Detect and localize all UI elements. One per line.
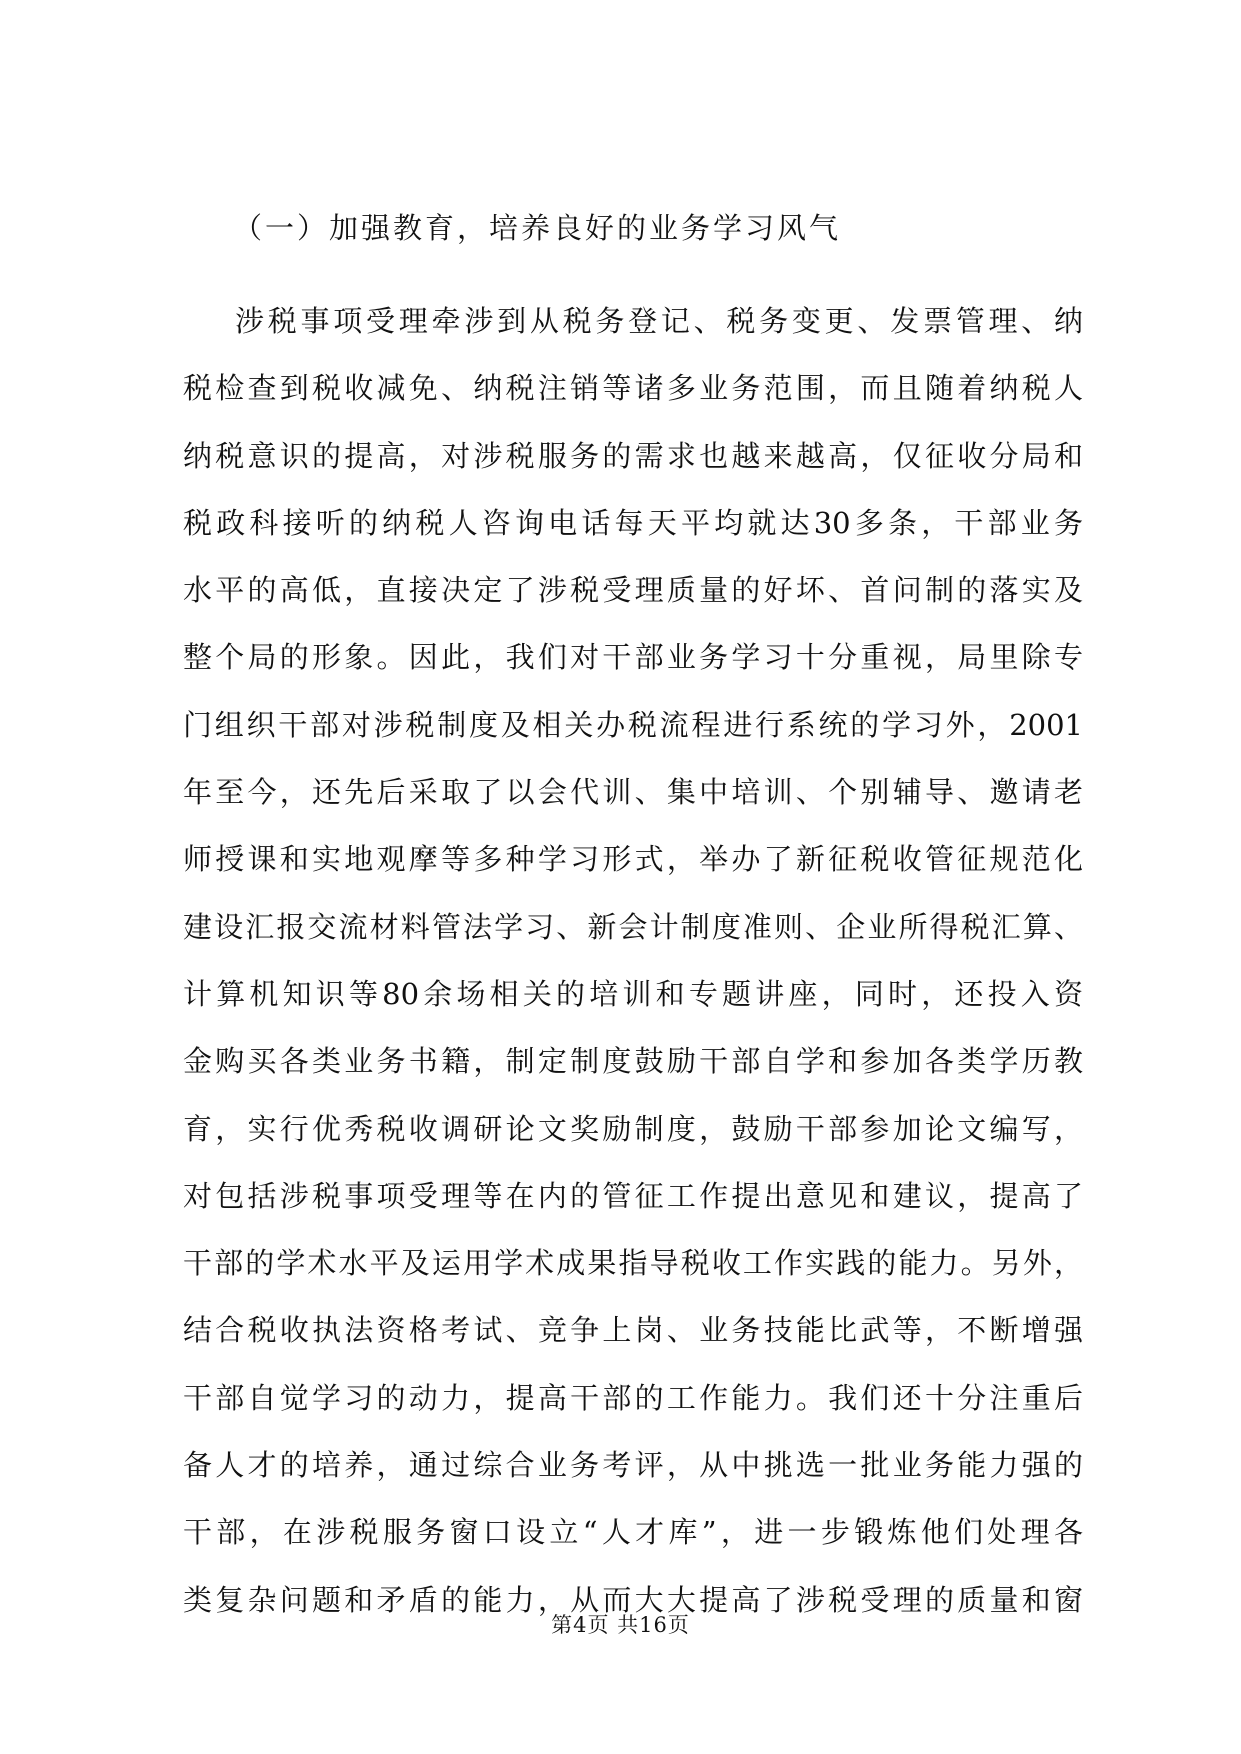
page-number-footer: 第4页 共16页 xyxy=(551,1613,690,1637)
paragraph-line: 备人才的培养，通过综合业务考评，从中挑选一批业务能力强的 xyxy=(183,1448,1083,1483)
paragraph-line: 税检查到税收减免、纳税注销等诸多业务范围，而且随着纳税人 xyxy=(183,371,1083,406)
paragraph-line: 结合税收执法资格考试、竞争上岗、业务技能比武等，不断增强 xyxy=(183,1313,1083,1348)
paragraph-line: 建设汇报交流材料管法学习、新会计制度准则、企业所得税汇算、 xyxy=(183,909,1083,944)
paragraph-line: 整个局的形象。因此，我们对干部业务学习十分重视，局里除专 xyxy=(183,640,1083,675)
section-heading: （一）加强教育，培养良好的业务学习风气 xyxy=(233,211,842,245)
paragraph-line: 类复杂问题和矛盾的能力，从而大大提高了涉税受理的质量和窗 xyxy=(183,1582,1083,1617)
paragraph-line: 门组织干部对涉税制度及相关办税流程进行系统的学习外，2001 xyxy=(183,707,1083,742)
paragraph-line: 对包括涉税事项受理等在内的管征工作提出意见和建议，提高了 xyxy=(183,1178,1083,1213)
paragraph-line: 年至今，还先后采取了以会代训、集中培训、个别辅导、邀请老 xyxy=(183,775,1083,810)
paragraph-line: 干部自觉学习的动力，提高干部的工作能力。我们还十分注重后 xyxy=(183,1380,1083,1415)
paragraph-line: 育，实行优秀税收调研论文奖励制度，鼓励干部参加论文编写， xyxy=(183,1111,1083,1146)
paragraph-line: 纳税意识的提高，对涉税服务的需求也越来越高，仅征收分局和 xyxy=(183,438,1083,473)
paragraph-line: 涉税事项受理牵涉到从税务登记、税务变更、发票管理、纳 xyxy=(235,304,1083,338)
paragraph-line: 水平的高低，直接决定了涉税受理质量的好坏、首问制的落实及 xyxy=(183,573,1083,608)
paragraph-line: 税政科接听的纳税人咨询电话每天平均就达30多条，干部业务 xyxy=(183,505,1083,540)
paragraph-line: 干部，在涉税服务窗口设立“人才库”，进一步锻炼他们处理各 xyxy=(183,1515,1083,1550)
body-paragraph xyxy=(183,288,1083,1634)
paragraph-line: 干部的学术水平及运用学术成果指导税收工作实践的能力。另外， xyxy=(183,1246,1083,1281)
paragraph-line: 计算机知识等80余场相关的培训和专题讲座，同时，还投入资 xyxy=(183,976,1083,1011)
paragraph-line: 金购买各类业务书籍，制定制度鼓励干部自学和参加各类学历教 xyxy=(183,1044,1083,1079)
paragraph-line: 师授课和实地观摩等多种学习形式，举办了新征税收管征规范化 xyxy=(183,842,1083,877)
